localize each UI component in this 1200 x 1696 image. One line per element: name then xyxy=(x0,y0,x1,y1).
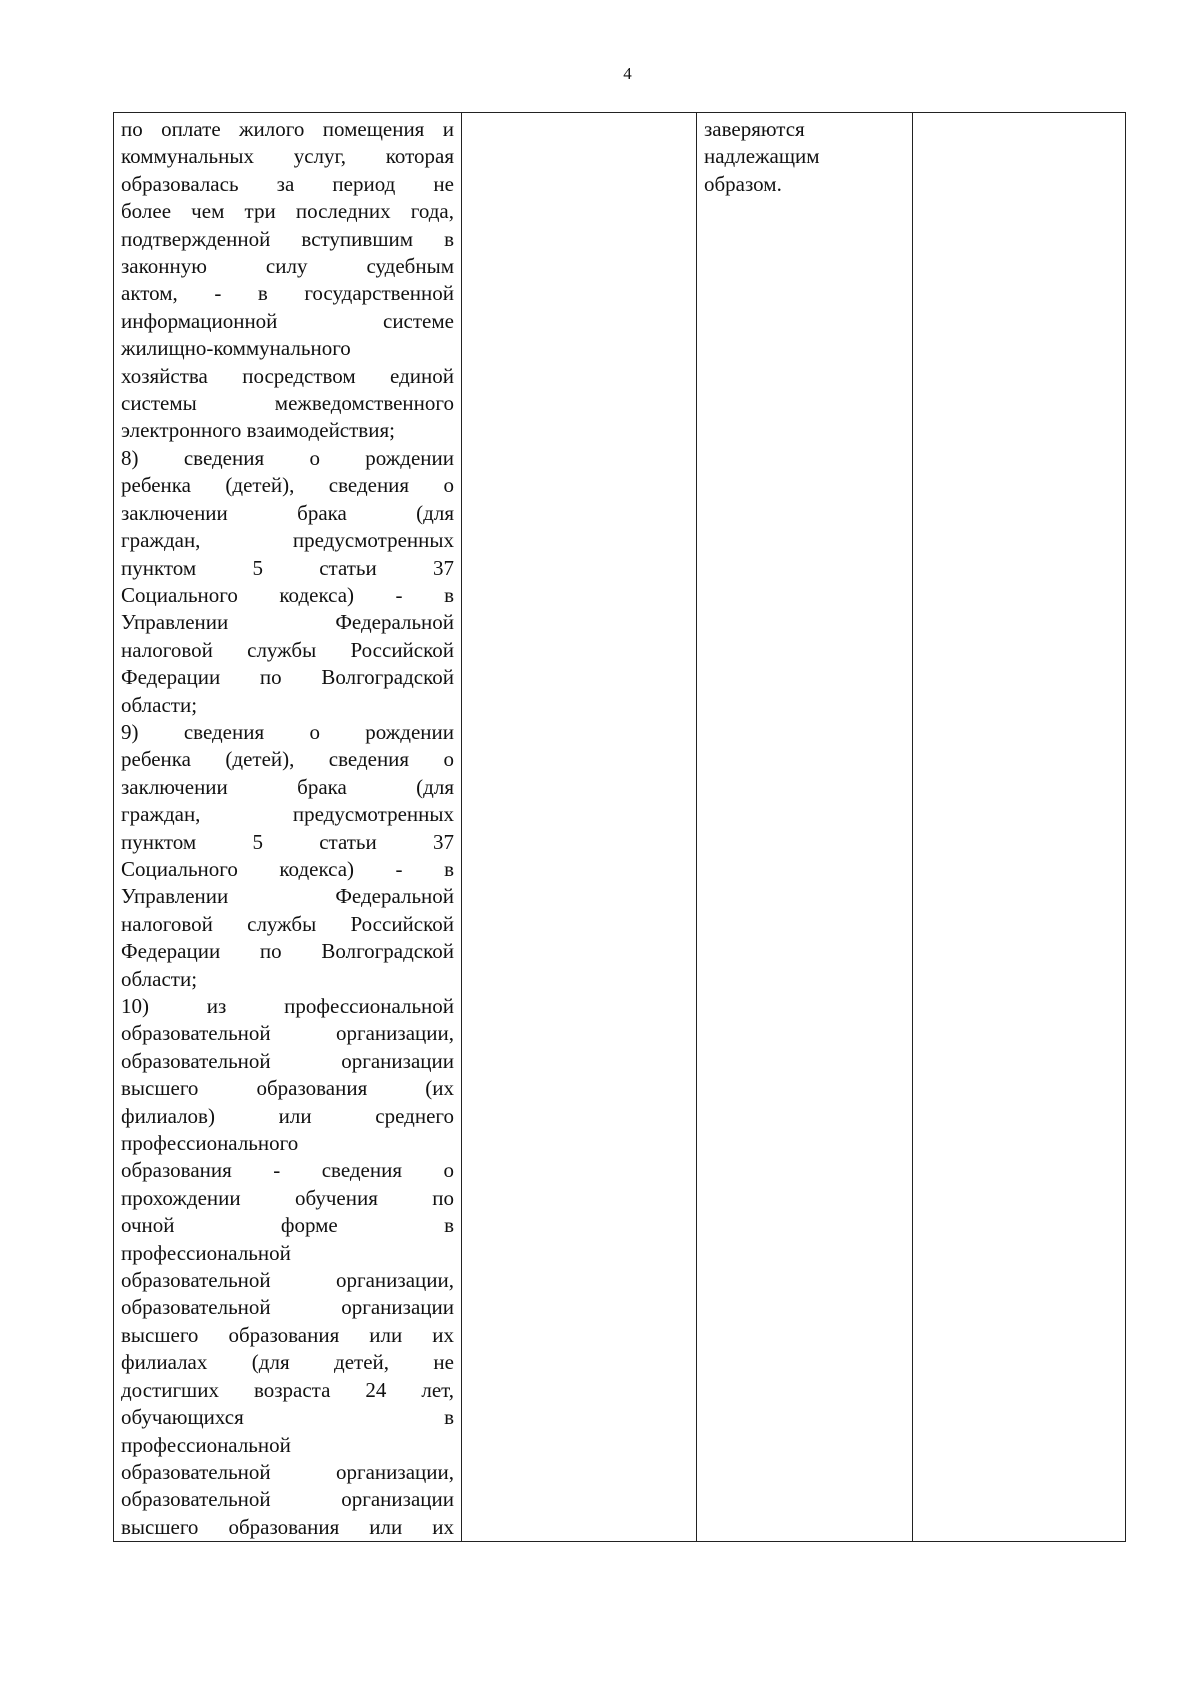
table-cell-empty-2 xyxy=(462,113,697,1542)
text-line: подтвержденной вступившим в xyxy=(121,226,454,251)
page-number: 4 xyxy=(623,64,632,83)
text-line: электронного взаимодействия; xyxy=(121,418,395,443)
text-line: образовательной организации, xyxy=(121,1268,454,1293)
text-line: образовательной организации xyxy=(121,1295,454,1320)
text-line: ребенка (детей), сведения о xyxy=(121,473,454,498)
text-line: коммунальных услуг, которая xyxy=(121,144,454,169)
text-line: 8) сведения о рождении xyxy=(121,445,454,470)
text-line: граждан, предусмотренных xyxy=(121,528,454,553)
text-line: высшего образования или их xyxy=(121,1514,454,1539)
text-line: образования - сведения о xyxy=(121,1158,454,1183)
text-line: филиалах (для детей, не xyxy=(121,1350,454,1375)
text-line: пунктом 5 статьи 37 xyxy=(121,829,454,854)
text-line: информационной системе xyxy=(121,308,454,333)
text-line: системы межведомственного xyxy=(121,391,454,416)
text-line: Социального кодекса) - в xyxy=(121,582,454,607)
text-line: образовательной организации xyxy=(121,1487,454,1512)
text-line: 10) из профессиональной xyxy=(121,994,454,1018)
text-line: образовательной организации, xyxy=(121,1459,454,1484)
text-line: более чем три последних года, xyxy=(121,199,454,224)
text-line: налоговой службы Российской xyxy=(121,911,454,936)
text-line: очной форме в xyxy=(121,1213,454,1238)
text-line: достигших возраста 24 лет, xyxy=(121,1377,454,1402)
text-line: Федерации по Волгоградской xyxy=(121,939,454,964)
text-line: Управлении Федеральной xyxy=(121,610,454,635)
text-line: профессиональной xyxy=(121,1432,291,1457)
text-line: обучающихся в xyxy=(121,1405,454,1430)
text-line: образовательной организации, xyxy=(121,1021,454,1046)
text-line: законную силу судебным xyxy=(121,254,454,279)
text-line: заключении брака (для xyxy=(121,774,454,799)
text-line: области; xyxy=(121,692,198,717)
text-line: области; xyxy=(121,966,198,991)
text-line: филиалов) или среднего xyxy=(121,1103,454,1128)
text-line: высшего образования или их xyxy=(121,1322,454,1347)
table-row xyxy=(114,113,1126,1542)
text-line: жилищно-коммунального xyxy=(121,336,351,361)
table-cell-certification-note: заверяются надлежащим образом. xyxy=(697,113,913,1542)
text-line: Управлении Федеральной xyxy=(121,884,454,909)
text-line: заключении брака (для xyxy=(121,500,454,525)
table-cell-empty-4 xyxy=(913,113,1126,1542)
text-line: Федерации по Волгоградской xyxy=(121,665,454,690)
text-line: прохождении обучения по xyxy=(121,1185,454,1210)
text-line: образовалась за период не xyxy=(121,171,454,196)
text-line: образовательной организации xyxy=(121,1048,454,1073)
text-line: ребенка (детей), сведения о xyxy=(121,747,454,772)
text-line: хозяйства посредством единой xyxy=(121,363,454,388)
text-line: 9) сведения о рождении xyxy=(121,719,454,744)
table-cell-documents-list xyxy=(114,113,462,1542)
text-line: профессионального xyxy=(121,1131,299,1156)
text-line: профессиональной xyxy=(121,1240,291,1265)
text-line: высшего образования (их xyxy=(121,1076,454,1101)
text-line: налоговой службы Российской xyxy=(121,637,454,662)
text-line: пунктом 5 статьи 37 xyxy=(121,555,454,580)
text-line: Социального кодекса) - в xyxy=(121,856,454,881)
text-line: актом, - в государственной xyxy=(121,281,454,306)
text-line: по оплате жилого помещения и xyxy=(121,117,454,141)
document-table xyxy=(113,112,1126,1542)
text-line: граждан, предусмотренных xyxy=(121,802,454,827)
